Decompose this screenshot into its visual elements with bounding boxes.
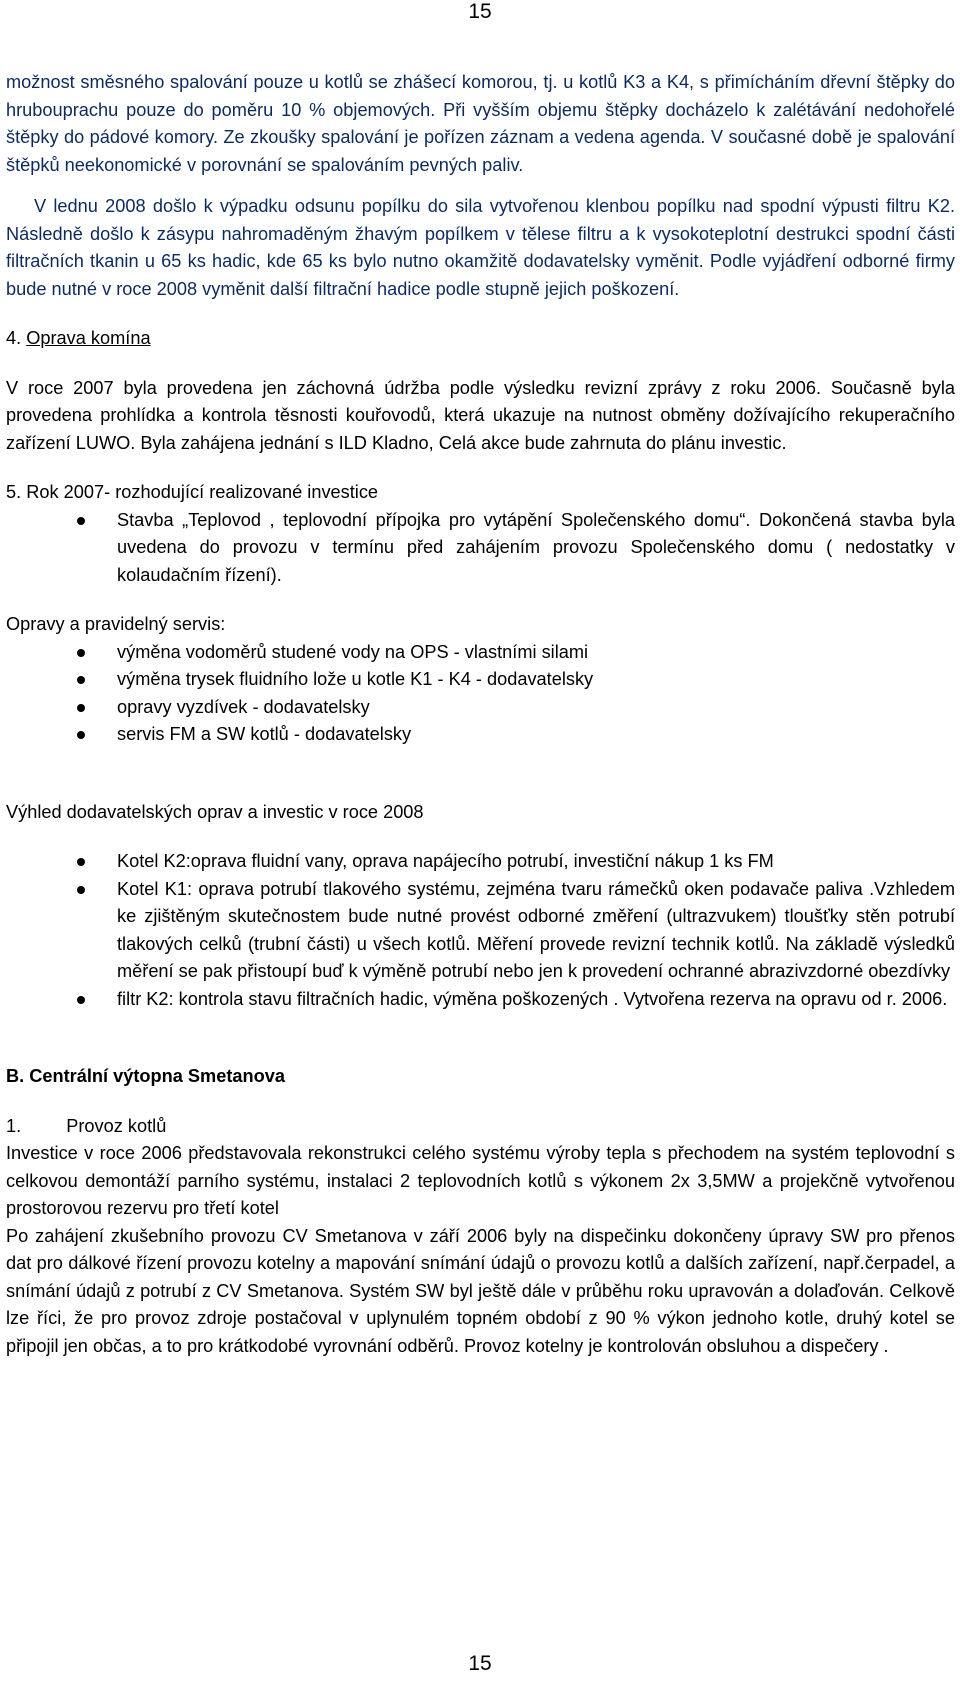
section4-title: Oprava komína: [26, 328, 151, 348]
intro-paragraph: [6, 69, 955, 179]
section-b1-number: 1.: [6, 1115, 22, 1136]
section-b-para1: Investice v roce 2006 představovala rekonstrukci celého systému výroby tepla s přechodem na systém teplovodní s celkovou demontáží parního systému, instalaci 2 teplovodních kotlů s výkonem 2x 3,5MW a projekčně vytvořenou prostorovou rezervu pro třetí kotel: [6, 1143, 955, 1218]
list-item: opravy vyzdívek - dodavatelsky: [6, 694, 955, 722]
section5-heading: [6, 479, 955, 507]
section-b-title: B. Centrální výtopna Smetanova: [6, 1066, 285, 1086]
intro-text-a: možnost směsného spalování pouze u kotlů se zhášecí komorou, tj. u kotlů K3 a K4, s přimícháním dřevní štěpky do hrubouprachu pouze do poměru 10 % objemových. Při vyšším objemu štěpky docházelo k zalétávání nedohořelé štěpky do pádové komory. Ze zkoušky spalování je pořízen záznam a vedena agenda.: [6, 72, 955, 147]
section-b1-heading: [6, 1113, 955, 1141]
list-item: Kotel K2:oprava fluidní vany, oprava napájecího potrubí, investiční nákup 1 ks FM: [6, 848, 955, 876]
outlook-title: Výhled dodavatelských oprav a investic v roce 2008: [6, 801, 424, 822]
document-body: [6, 69, 955, 1360]
section4-text: V roce 2007 byla provedena jen záchovná údržba podle výsledku revizní zprávy z roku 2006. Současně byla provedena prohlídka a kontrola těsnosti kouřovodů, která ukazuje na nutnost obměny dožívajícího rekuperačního zařízení LUWO. Byla zahájena jednání s ILD Kladno, Celá akce bude zahrnuta do plánu investic.: [6, 377, 955, 453]
outlook-list: [6, 848, 955, 1013]
list-item: výměna trysek fluidního lože u kotle K1 - K4 - dodavatelsky: [6, 666, 955, 694]
repairs-title: Opravy a pravidelný servis:: [6, 614, 226, 634]
section5-number: 5.: [6, 482, 22, 502]
ash-paragraph: V lednu 2008 došlo k výpadku odsunu popílku do sila vytvořenou klenbou popílku nad spodní výpusti filtru K2. Následně došlo k zásypu nahromaděným žhavým popílkem v tělese filtru a k vysokoteplotní destrukci spodní části filtračních tkanin u 65 ks hadic, kde 65 ks bylo nutno okamžitě dodavatelsky vyměnit. Podle vyjádření odborné firmy bude nutné v roce 2008 vyměnit další filtrační hadice podle stupně jejich poškození.: [6, 196, 955, 299]
section4-heading: [6, 325, 955, 353]
section-b-para2: Po zahájení zkušebního provozu CV Smetanova v září 2006 byly na dispečinku dokončeny úpravy SW pro přenos dat pro dálkové řízení provozu kotelny a mapování snímání údajů o provozu kotlů a dalších zařízení, např.čerpadel, a snímání údajů z potrubí z CV Smetanova. Systém SW byl ještě dále v průběhu roku upravován a dolaďován. Celkově lze říci, že pro provoz zdroje postačoval v uplynulém topném období z 90 % výkon jednoho kotle, druhý kotel se připojil jen občas, a to pro krátkodobé vyrovnání odběrů. Provoz kotelny je kontrolován obsluhou a dispečery .: [6, 1225, 955, 1356]
page-number-top: 15: [468, 0, 492, 23]
list-item: Kotel K1: oprava potrubí tlakového systému, zejména tvaru rámečků oken podavače paliva .Vzhledem ke zjištěným skutečnostem bude nutné provést odborné změření (ultrazvukem) tloušťky stěn potrubí tlakových celků (trubní části) u všech kotlů. Měření provede revizní technik kotlů. Na základě výsledků měření se pak přistoupí buď k výměně potrubí nebo jen k provedení ochranné abrazivzdorné obezdívky: [6, 876, 955, 986]
list-item: servis FM a SW kotlů - dodavatelsky: [6, 721, 955, 749]
repairs-list: [6, 639, 955, 749]
section4-number: 4.: [6, 328, 22, 348]
section-b1-title: Provoz kotlů: [66, 1115, 167, 1136]
list-item: výměna vodoměrů studené vody na OPS - vlastními silami: [6, 639, 955, 667]
page-number-bottom: 15: [468, 1652, 492, 1675]
intro-text-b: V současné době je spalování štěpků neekonomické v porovnání se spalováním pevných paliv.: [6, 127, 955, 175]
list-item: filtr K2: kontrola stavu filtračních hadic, výměna poškozených . Vytvořena rezerva na opravu od r. 2006.: [6, 986, 955, 1014]
list-item: Stavba „Teplovod , teplovodní přípojka pro vytápění Společenského domu“. Dokončená stavba byla uvedena do provozu v termínu před zahájením provozu Společenského domu ( nedostatky v kolaudačním řízení).: [6, 507, 955, 590]
section5-title: Rok 2007- rozhodující realizované investice: [26, 482, 379, 502]
section5-list: [6, 507, 955, 590]
